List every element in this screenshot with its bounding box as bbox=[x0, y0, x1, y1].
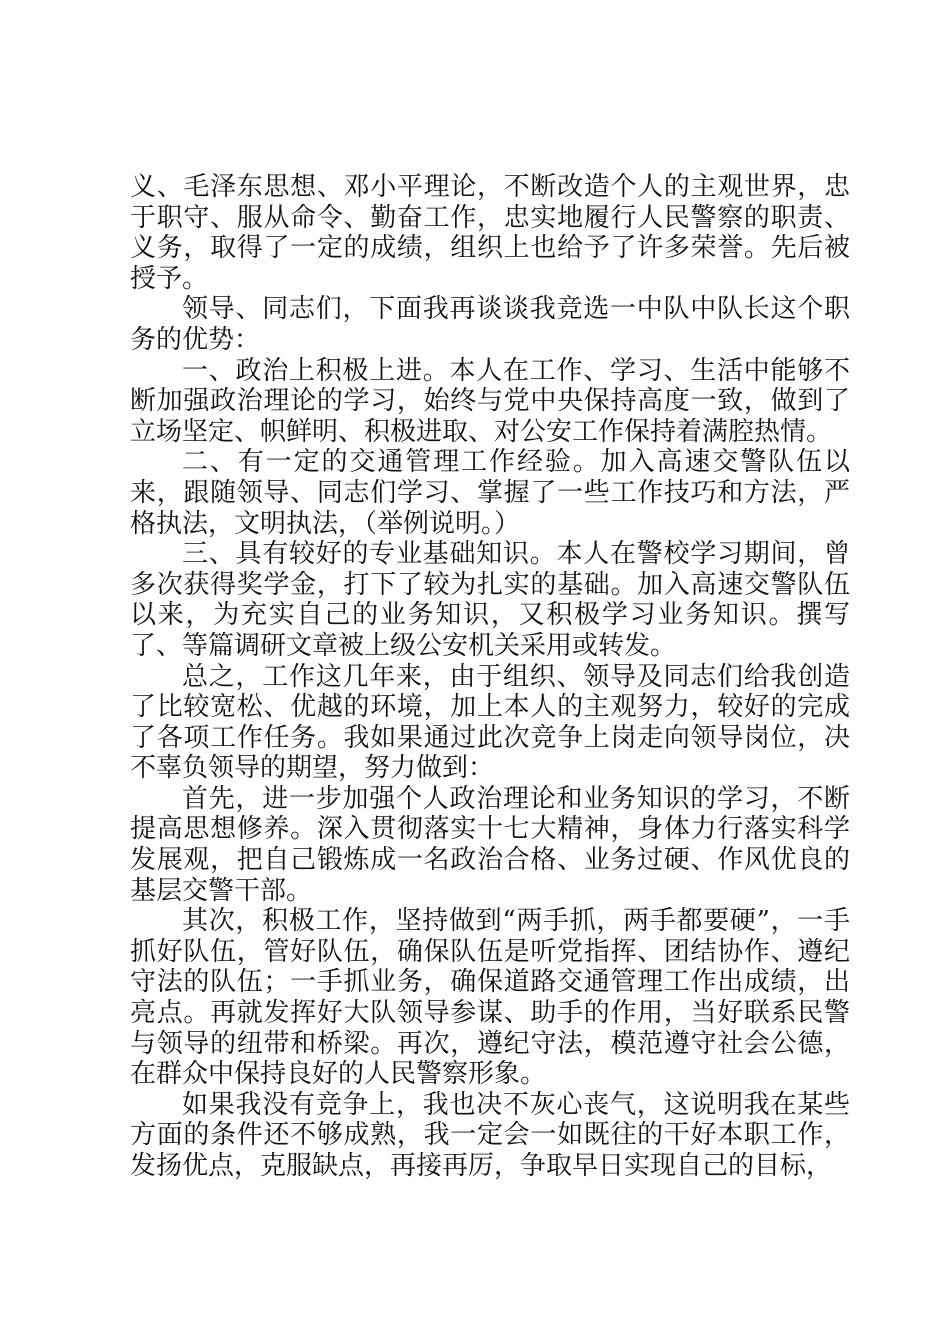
paragraph-advantages-intro: 领导、同志们，下面我再谈谈我竞选一中队中队长这个职务的优势： bbox=[130, 294, 850, 355]
paragraph-closing: 如果我没有竞争上，我也决不灰心丧气，这说明我在某些方面的条件还不够成熟，我一定会一如既往的干好本职工作，发扬优点，克服缺点，再接再厉，争取早日实现自己的目标， bbox=[130, 1089, 850, 1181]
document-page bbox=[130, 172, 850, 1182]
paragraph-advantage-1: 一、政治上积极上进。本人在工作、学习、生活中能够不断加强政治理论的学习，始终与党中央保持高度一致，做到了立场坚定、帜鲜明、积极进取、对公安工作保持着满腔热情。 bbox=[130, 355, 850, 447]
paragraph-advantage-3: 三、具有较好的专业基础知识。本人在警校学习期间，曾多次获得奖学金，打下了较为扎实的基础。加入高速交警队伍以来，为充实自己的业务知识，又积极学习业务知识。撰写了、等篇调研文章被上级公安机关采用或转发。 bbox=[130, 539, 850, 661]
paragraph-second-goal: 其次，积极工作，坚持做到“两手抓，两手都要硬”，一手抓好队伍，管好队伍，确保队伍是听党指挥、团结协作、遵纪守法的队伍；一手抓业务，确保道路交通管理工作出成绩，出亮点。再就发挥好大队领导参谋、助手的作用，当好联系民警与领导的纽带和桥梁。再次，遵纪守法，模范遵守社会公德，在群众中保持良好的人民警察形象。 bbox=[130, 906, 850, 1090]
paragraph-summary: 总之，工作这几年来，由于组织、领导及同志们给我创造了比较宽松、优越的环境，加上本人的主观努力，较好的完成了各项工作任务。我如果通过此次竞争上岗走向领导岗位，决不辜负领导的期望，努力做到： bbox=[130, 661, 850, 784]
paragraph-advantage-2: 二、有一定的交通管理工作经验。加入高速交警队伍以来，跟随领导、同志们学习、掌握了一些工作技巧和方法，严格执法，文明执法，（举例说明。） bbox=[130, 447, 850, 539]
paragraph-first-goal: 首先，进一步加强个人政治理论和业务知识的学习，不断提高思想修养。深入贯彻落实十七大精神，身体力行落实科学发展观，把自己锻炼成一名政治合格、业务过硬、作风优良的基层交警干部。 bbox=[130, 783, 850, 906]
paragraph-continuation: 义、毛泽东思想、邓小平理论，不断改造个人的主观世界，忠于职守、服从命令、勤奋工作，忠实地履行人民警察的职责、义务，取得了一定的成绩，组织上也给予了许多荣誉。先后被授予。 bbox=[130, 172, 850, 294]
